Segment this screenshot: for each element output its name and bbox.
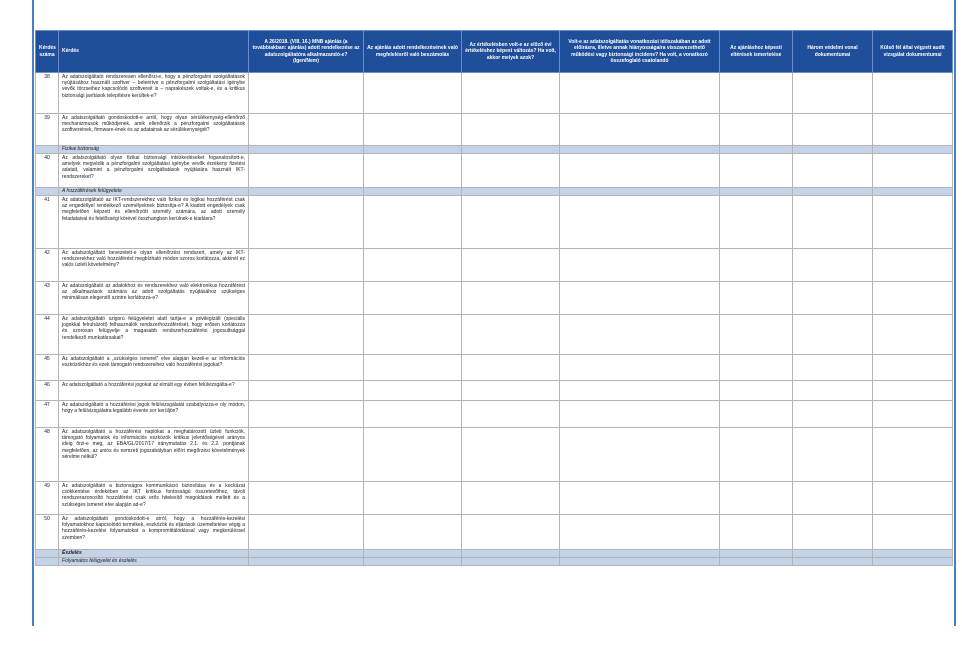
answer-cell[interactable] (249, 154, 364, 188)
answer-cell[interactable] (462, 401, 560, 428)
question-text: Az adatszolgáltató gondoskodott-e arról, hogy a hozzáférés-kezelési folyamatokhoz kapcsolódó termékek, eszközök és eljárások üzemeltetése végig a hozzáférés-kezelési folyamatokat a kompromittálódással vagy megkerüléssel szemben? (59, 515, 249, 550)
answer-cell[interactable] (720, 315, 793, 355)
table-row (36, 282, 953, 315)
section-title: A hozzáférések felügyelete (59, 188, 249, 196)
answer-cell[interactable] (249, 381, 364, 401)
section-empty-cell (462, 146, 560, 154)
answer-cell[interactable] (720, 428, 793, 482)
section-spacer-cell (36, 558, 59, 566)
answer-cell[interactable] (560, 401, 720, 428)
answer-cell[interactable] (793, 515, 873, 550)
section-row (36, 146, 953, 154)
answer-cell[interactable] (249, 73, 364, 114)
answer-cell[interactable] (364, 428, 462, 482)
answer-cell[interactable] (462, 315, 560, 355)
answer-cell[interactable] (560, 381, 720, 401)
answer-cell[interactable] (873, 355, 953, 381)
question-number: 41 (36, 196, 59, 249)
answer-cell[interactable] (720, 401, 793, 428)
answer-cell[interactable] (873, 482, 953, 515)
question-text: Az adatszolgáltató az adatokhoz és rendszerekhez való elektronikus hozzáférést az alkalmazások számára az adott szolgáltatás nyújtásához szükséges minimálisan elegendő szintre korlátozza-e? (59, 282, 249, 315)
header-row (36, 31, 953, 73)
page-right-border (954, 0, 956, 626)
table-row (36, 381, 953, 401)
answer-cell[interactable] (249, 196, 364, 249)
section-empty-cell (249, 146, 364, 154)
answer-cell[interactable] (720, 515, 793, 550)
answer-cell[interactable] (560, 282, 720, 315)
section-title: Fizikai biztonság (59, 146, 249, 154)
table-row (36, 73, 953, 114)
answer-cell[interactable] (364, 154, 462, 188)
answer-cell[interactable] (560, 428, 720, 482)
question-text: Az adatszolgáltató gondoskodott-e arról, hogy olyan sérülékenység-ellenőrző mechanizmusok működjenek, amik ellenőrzik a pénzforgalmi szolgáltatások szoftvereinek, firmware-ének és az adatainak az sérülékenységét? (59, 114, 249, 146)
question-number: 47 (36, 401, 59, 428)
question-number: 45 (36, 355, 59, 381)
section-empty-cell (560, 550, 720, 558)
answer-cell[interactable] (873, 196, 953, 249)
answer-cell[interactable] (720, 355, 793, 381)
question-text: Az adatszolgáltató bevezetett-e olyan ellenőrzési rendszert, amely az IKT-rendszerekhez való hozzáférést megbízható módon szoros korlátozza, akkinél ez valós üzleti követelmény? (59, 249, 249, 282)
answer-cell[interactable] (249, 428, 364, 482)
answer-cell[interactable] (873, 401, 953, 428)
answer-cell[interactable] (364, 482, 462, 515)
question-number: 40 (36, 154, 59, 188)
section-spacer-cell (36, 146, 59, 154)
section-empty-cell (873, 146, 953, 154)
section-spacer-cell (36, 550, 59, 558)
answer-cell[interactable] (462, 355, 560, 381)
answer-cell[interactable] (462, 196, 560, 249)
answer-cell[interactable] (364, 515, 462, 550)
answer-cell[interactable] (873, 249, 953, 282)
answer-cell[interactable] (720, 196, 793, 249)
section-empty-cell (364, 550, 462, 558)
answer-cell[interactable] (873, 282, 953, 315)
section-empty-cell (873, 188, 953, 196)
section-title: Észlelés (59, 550, 249, 558)
question-number: 46 (36, 381, 59, 401)
answer-cell[interactable] (364, 282, 462, 315)
question-number: 49 (36, 482, 59, 515)
header-three-lines-docs: Három védelmi vonal dokumentumai (793, 31, 873, 73)
answer-cell[interactable] (793, 428, 873, 482)
answer-cell[interactable] (873, 428, 953, 482)
question-text: Az adatszolgáltató a „szükséges ismeret” elve alapján kezeli-e az információs eszközökhöz és ezek támogató rendszereihez való hozzáférési jogokat? (59, 355, 249, 381)
answer-cell[interactable] (249, 482, 364, 515)
question-text: Az adatszolgáltató a biztonságos kommunikáció biztosítása és a kockázat csökkentése érdekében az IKT kritikus fontosságú összetevőihez, távoli rendszerazonosító hozzáférést csak erős hitelesítő megoldások mellett és a szükséges ismeret elve alapján ad-e? (59, 482, 249, 515)
answer-cell[interactable] (793, 114, 873, 146)
answer-cell[interactable] (793, 401, 873, 428)
answer-cell[interactable] (462, 154, 560, 188)
table-row (36, 482, 953, 515)
answer-cell[interactable] (560, 355, 720, 381)
section-empty-cell (462, 550, 560, 558)
section-empty-cell (560, 188, 720, 196)
section-empty-cell (462, 188, 560, 196)
section-row (36, 550, 953, 558)
answer-cell[interactable] (720, 73, 793, 114)
answer-cell[interactable] (462, 73, 560, 114)
section-empty-cell (364, 558, 462, 566)
answer-cell[interactable] (249, 401, 364, 428)
table-row (36, 401, 953, 428)
section-spacer-cell (36, 188, 59, 196)
answer-cell[interactable] (364, 196, 462, 249)
answer-cell[interactable] (560, 73, 720, 114)
answer-cell[interactable] (364, 73, 462, 114)
table-row (36, 114, 953, 146)
question-text: Az adatszolgáltató a hozzáférési jogok felülvizsgálatát szabályozza-e oly módon, hogy a felülvizsgálatra legalább évente sor kerüljön? (59, 401, 249, 428)
answer-cell[interactable] (560, 315, 720, 355)
table-row (36, 355, 953, 381)
section-empty-cell (249, 188, 364, 196)
section-empty-cell (720, 558, 793, 566)
answer-cell[interactable] (793, 355, 873, 381)
answer-cell[interactable] (720, 282, 793, 315)
answer-cell[interactable] (720, 154, 793, 188)
header-compliance-report: Az ajánlás adott rendelkezésének való megfelelésről való beszámolás (364, 31, 462, 73)
header-deviations: Az ajánláshoz képesti eltérések ismertetése (720, 31, 793, 73)
section-empty-cell (720, 146, 793, 154)
section-empty-cell (249, 550, 364, 558)
section-empty-cell (873, 558, 953, 566)
table-row (36, 428, 953, 482)
section-empty-cell (793, 550, 873, 558)
answer-cell[interactable] (462, 482, 560, 515)
header-question: Kérdés (59, 31, 249, 73)
answer-cell[interactable] (364, 249, 462, 282)
question-text: Az adatszolgáltató szigorú felügyeletet alatt tartja-e a privilegizált (speciális jogokkal felruházott) felhasználók rendszerhozzáférését, hogy erősen korlátozza és szorosan felügyelje a magasabb rendszerhozzáférési jogosultsággal rendelkező munkatársakat? (59, 315, 249, 355)
answer-cell[interactable] (249, 315, 364, 355)
table-row (36, 315, 953, 355)
question-number: 38 (36, 73, 59, 114)
page-left-border (32, 0, 34, 626)
answer-cell[interactable] (560, 482, 720, 515)
header-change-since-last-year: Az értékelésben volt-e az előző évi értékeléshez képest változás? Ha volt, akkor melyek azok? (462, 31, 560, 73)
section-empty-cell (560, 558, 720, 566)
answer-cell[interactable] (720, 381, 793, 401)
question-text: Az adatszolgáltató olyan fizikai biztonsági intézkedéseket foganatosított-e, amelyek megvédik a pénzforgalmi szolgáltatási igénybe vevők érzékeny fizetési adatait, valamint a pénzforgalmi szolgáltatások nyújtására használt IKT-rendszereket? (59, 154, 249, 188)
answer-cell[interactable] (249, 114, 364, 146)
answer-cell[interactable] (249, 249, 364, 282)
answer-cell[interactable] (873, 381, 953, 401)
table-row (36, 196, 953, 249)
answer-cell[interactable] (793, 73, 873, 114)
answer-cell[interactable] (560, 114, 720, 146)
table-row (36, 154, 953, 188)
question-number: 42 (36, 249, 59, 282)
answer-cell[interactable] (793, 196, 873, 249)
answer-cell[interactable] (720, 482, 793, 515)
section-empty-cell (364, 146, 462, 154)
question-number: 43 (36, 282, 59, 315)
section-row (36, 188, 953, 196)
answer-cell[interactable] (364, 114, 462, 146)
answer-cell[interactable] (560, 249, 720, 282)
section-empty-cell (793, 558, 873, 566)
header-question-number: Kérdés száma (36, 31, 59, 73)
question-text: Az adatszolgáltató a hozzáférési jogokat az elmúlt egy évben felülvizsgálta-e? (59, 381, 249, 401)
question-number: 48 (36, 428, 59, 482)
answer-cell[interactable] (462, 114, 560, 146)
header-external-audit-docs: Külső fél által végzett audit vizsgálat dokumentumai (873, 31, 953, 73)
section-empty-cell (560, 146, 720, 154)
section-empty-cell (720, 550, 793, 558)
answer-cell[interactable] (873, 154, 953, 188)
question-number: 50 (36, 515, 59, 550)
answer-cell[interactable] (793, 282, 873, 315)
table-row (36, 515, 953, 550)
question-number: 44 (36, 315, 59, 355)
question-text: Az adatszolgáltató az IKT-rendszerekhez való fizikai és logikai hozzáférést csak az engedéllyel rendelkező személyeknek biztosítja-e? A kiadott engedélyek csak megfelelően képzett és ellenőrzött személy számára, az adott személy feladataival és felelősségi körével összhangban kerülnek-e kiadásra? (59, 196, 249, 249)
answer-cell[interactable] (462, 515, 560, 550)
answer-cell[interactable] (462, 381, 560, 401)
question-text: Az adatszolgáltató a hozzáférési naplókat a meghatározott üzleti funkciók, támogató folyamatok és információs eszközök kritikus jelentőségével arányos ideig őrzi-e meg, az EBA/GL/2017/17 iránymutatás 2.1. és 2.2. pontjának megfelelően, az uniós és nemzeti jogszabályban előírt megőrzési követelmények sérelme nélkül? (59, 428, 249, 482)
answer-cell[interactable] (560, 515, 720, 550)
answer-cell[interactable] (793, 249, 873, 282)
questionnaire-table (35, 30, 953, 566)
answer-cell[interactable] (873, 73, 953, 114)
answer-cell[interactable] (249, 282, 364, 315)
question-number: 39 (36, 114, 59, 146)
answer-cell[interactable] (249, 515, 364, 550)
answer-cell[interactable] (364, 355, 462, 381)
answer-cell[interactable] (720, 114, 793, 146)
answer-cell[interactable] (364, 381, 462, 401)
answer-cell[interactable] (462, 428, 560, 482)
section-empty-cell (462, 558, 560, 566)
answer-cell[interactable] (873, 515, 953, 550)
section-empty-cell (364, 188, 462, 196)
section-empty-cell (793, 188, 873, 196)
section-empty-cell (873, 550, 953, 558)
answer-cell[interactable] (364, 315, 462, 355)
question-text: Az adatszolgáltató rendszeresen ellenőrzi-e, hogy a pénzforgalmi szolgáltatások nyújtásához használt szoftver – beleértve a pénzforgalmi szolgáltatási igénybe vevők törzseihez kapcsolódó szoftvereit is – naprakészek voltak-e, és a kritikus biztonsági javítások telepítésre kerültek-e? (59, 73, 249, 114)
answer-cell[interactable] (793, 381, 873, 401)
header-applicability: A 26/2018. (VIII. 16.) MNB ajánlás (a továbbiakban: ajánlás) adott rendelkezése az adatszolgáltatóra alkalmazandó-e? (Igen/Nem) (249, 31, 364, 73)
answer-cell[interactable] (793, 154, 873, 188)
header-incidents: Volt-e az adatszolgáltatás vonatkozási időszakában az adott előírásra, illetve annak hiányosságaira visszavezethető működési vagy biztonsági incidens? Ha volt, a vonatkozó összefoglaló csatolandó (560, 31, 720, 73)
answer-cell[interactable] (873, 315, 953, 355)
section-empty-cell (793, 146, 873, 154)
table-row (36, 249, 953, 282)
section-row (36, 558, 953, 566)
answer-cell[interactable] (560, 196, 720, 249)
table-body (36, 73, 953, 566)
section-empty-cell (720, 188, 793, 196)
answer-cell[interactable] (793, 315, 873, 355)
answer-cell[interactable] (462, 282, 560, 315)
answer-cell[interactable] (793, 482, 873, 515)
section-empty-cell (249, 558, 364, 566)
answer-cell[interactable] (462, 249, 560, 282)
answer-cell[interactable] (249, 355, 364, 381)
section-title: Folyamatos felügyelet és észlelés (59, 558, 249, 566)
answer-cell[interactable] (720, 249, 793, 282)
answer-cell[interactable] (364, 401, 462, 428)
answer-cell[interactable] (560, 154, 720, 188)
answer-cell[interactable] (873, 114, 953, 146)
